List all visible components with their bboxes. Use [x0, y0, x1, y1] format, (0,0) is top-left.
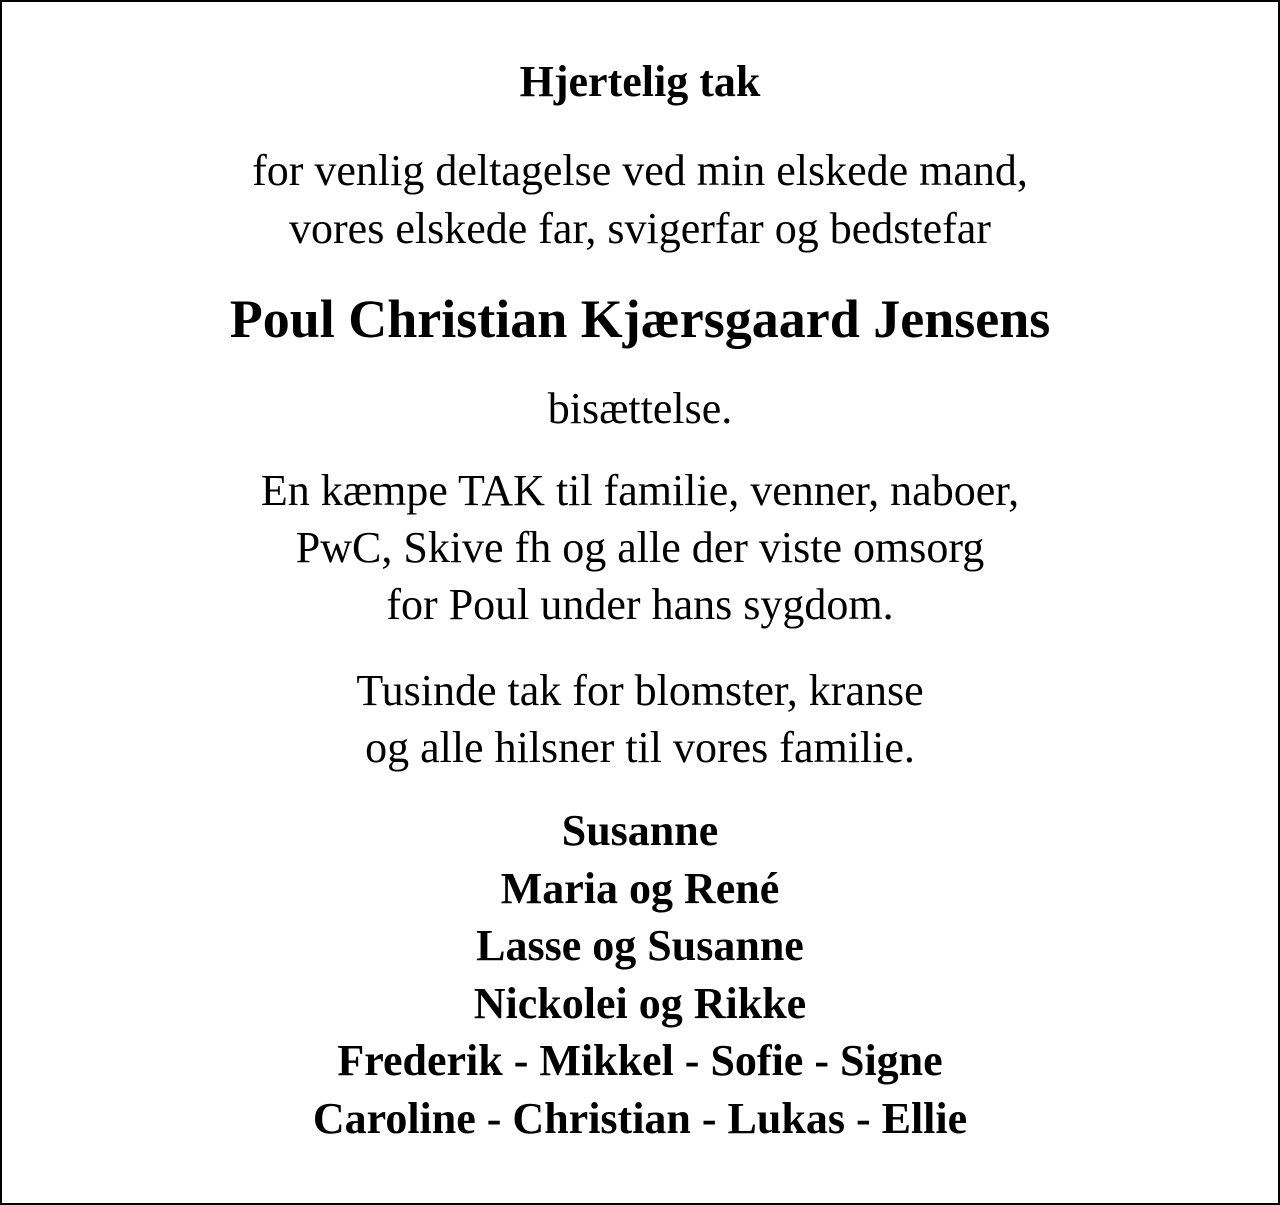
deceased-name: Poul Christian Kjærsgaard Jensens [229, 289, 1051, 349]
thanks-line: En kæmpe TAK til familie, venner, naboer, [260, 466, 1020, 515]
signature-line: Frederik - Mikkel - Sofie - Signe [337, 1036, 943, 1085]
intro-line: for venlig deltagelse ved min elskede mand, [252, 146, 1028, 195]
intro-text [2, 142, 1278, 258]
thanks-text [2, 462, 1278, 633]
signature-line: Lasse og Susanne [476, 921, 804, 970]
thanks-line: for Poul under hans sygdom. [386, 580, 894, 629]
flowers-line: Tusinde tak for blomster, kranse [356, 666, 924, 715]
signature-line: Susanne [561, 806, 719, 855]
signature-line: Maria og René [500, 863, 780, 913]
flowers-text [2, 662, 1278, 776]
signature-line: Nickolei og Rikke [473, 978, 807, 1028]
signatures [2, 802, 1278, 1147]
flowers-line: og alle hilsner til vores familie. [365, 723, 915, 772]
signature-line: Caroline - Christian - Lukas - Ellie [312, 1093, 968, 1143]
thanks-line: PwC, Skive fh og alle der viste omsorg [295, 523, 985, 572]
intro-line: vores elskede far, svigerfar og bedstefar [289, 204, 991, 253]
notice-heading: Hjertelig tak [519, 57, 761, 106]
occasion-text: bisættelse. [547, 384, 733, 433]
